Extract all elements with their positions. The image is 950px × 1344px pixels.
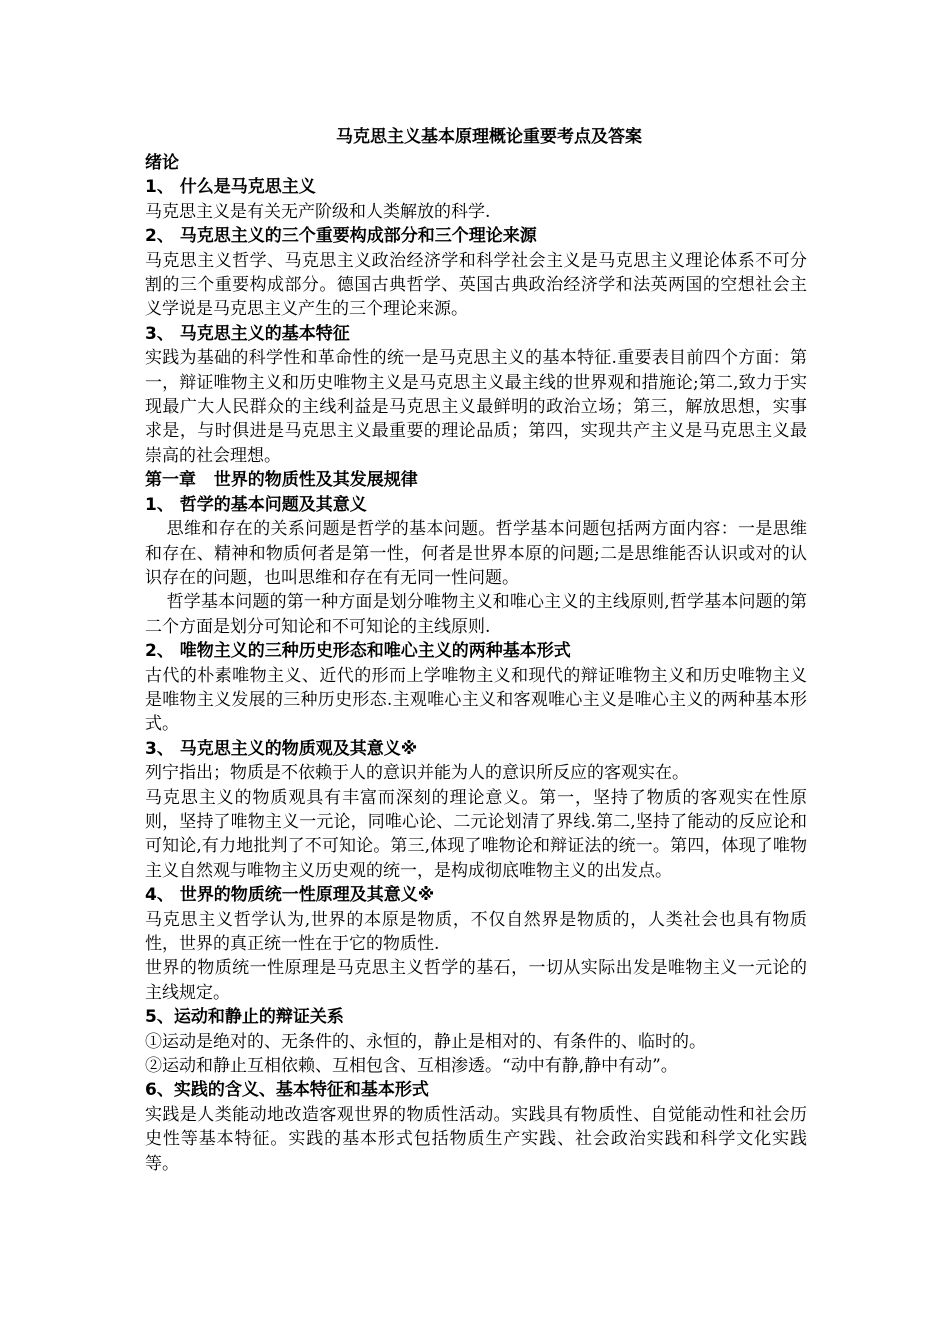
heading-practice: 6、实践的含义、基本特征和基本形式: [145, 1080, 429, 1101]
paragraph: 古代的朴素唯物主义、近代的形而上学唯物主义和现代的辩证唯物主义和历史唯物主义是唯物主义发展的三种历史形态.主观唯心主义和客观唯心主义是唯心主义的两种基本形式。: [145, 665, 807, 735]
heading-chapter-one: 第一章 世界的物质性及其发展规律: [145, 470, 418, 491]
document-body: [145, 123, 807, 1176]
paragraph: 马克思主义哲学认为,世界的本原是物质，不仅自然界是物质的，人类社会也具有物质性，世界的真正统一性在于它的物质性.: [145, 909, 807, 954]
paragraph: 马克思主义哲学、马克思主义政治经济学和科学社会主义是马克思主义理论体系不可分割的三个重要构成部分。德国古典哲学、英国古典政治经济学和法英两国的空想社会主义学说是马克思主义产生的三个理论来源。: [145, 250, 807, 320]
paragraph: 实践为基础的科学性和革命性的统一是马克思主义的基本特征.重要表目前四个方面：第一，辩证唯物主义和历史唯物主义是马克思主义最主线的世界观和措施论;第二,致力于实现最广大人民群众的主线利益是马克思主义最鲜明的政治立场；第三，解放思想，实事求是，与时俱进是马克思主义最重要的理论品质；第四，实现共产主义是马克思主义最崇高的社会理想。: [145, 348, 807, 466]
paragraph: 世界的物质统一性原理是马克思主义哲学的基石，一切从实际出发是唯物主义一元论的主线规定。: [145, 958, 807, 1003]
heading-three-components: 2、 马克思主义的三个重要构成部分和三个理论来源: [145, 226, 537, 247]
list-item: ②运动和静止互相依赖、互相包含、互相渗透。“动中有静,静中有动”。: [145, 1056, 678, 1077]
heading-intro: 绪论: [145, 153, 179, 173]
heading-basic-question: 1、 哲学的基本问题及其意义: [145, 494, 367, 515]
heading-material-view: 3、 马克思主义的物质观及其意义※: [145, 738, 418, 759]
paragraph: 马克思主义是有关无产阶级和人类解放的科学.: [145, 201, 491, 222]
heading-what-is-marxism: 1、 什么是马克思主义: [145, 177, 316, 198]
paragraph: 思维和存在的关系问题是哲学的基本问题。哲学基本问题包括两方面内容：一是思维和存在、精神和物质何者是第一性，何者是世界本原的问题;二是思维能否认识或对的认识存在的问题，也叫思维和存在有无同一性问题。: [145, 519, 807, 588]
list-item: ①运动是绝对的、无条件的、永恒的，静止是相对的、有条件的、临时的。: [145, 1031, 706, 1052]
heading-material-unity: 4、 世界的物质统一性原理及其意义※: [145, 885, 435, 906]
paragraph: 实践是人类能动地改造客观世界的物质性活动。实践具有物质性、自觉能动性和社会历史性等基本特征。实践的基本形式包括物质生产实践、社会政治实践和科学文化实践等。: [145, 1104, 807, 1174]
heading-basic-features: 3、 马克思主义的基本特征: [145, 323, 350, 344]
heading-materialism-forms: 2、 唯物主义的三种历史形态和唯心主义的两种基本形式: [145, 641, 571, 662]
paragraph: 马克思主义的物质观具有丰富而深刻的理论意义。第一，坚持了物质的客观实在性原则，坚持了唯物主义一元论，同唯心论、二元论划清了界线.第二,坚持了能动的反应论和可知论,有力地批判了不可知论。第三,体现了唯物论和辩证法的统一。第四，体现了唯物主义自然观与唯物主义历史观的统一，是构成彻底唯物主义的出发点。: [145, 787, 807, 881]
document-title: 马克思主义基本原理概论重要考点及答案: [336, 127, 642, 147]
paragraph: 哲学基本问题的第一种方面是划分唯物主义和唯心主义的主线原则,哲学基本问题的第二个方面是划分可知论和不可知论的主线原则.: [145, 592, 807, 637]
paragraph: 列宁指出；物质是不依赖于人的意识并能为人的意识所反应的客观实在。: [145, 763, 689, 784]
heading-motion-rest: 5、运动和静止的辩证关系: [145, 1007, 344, 1028]
